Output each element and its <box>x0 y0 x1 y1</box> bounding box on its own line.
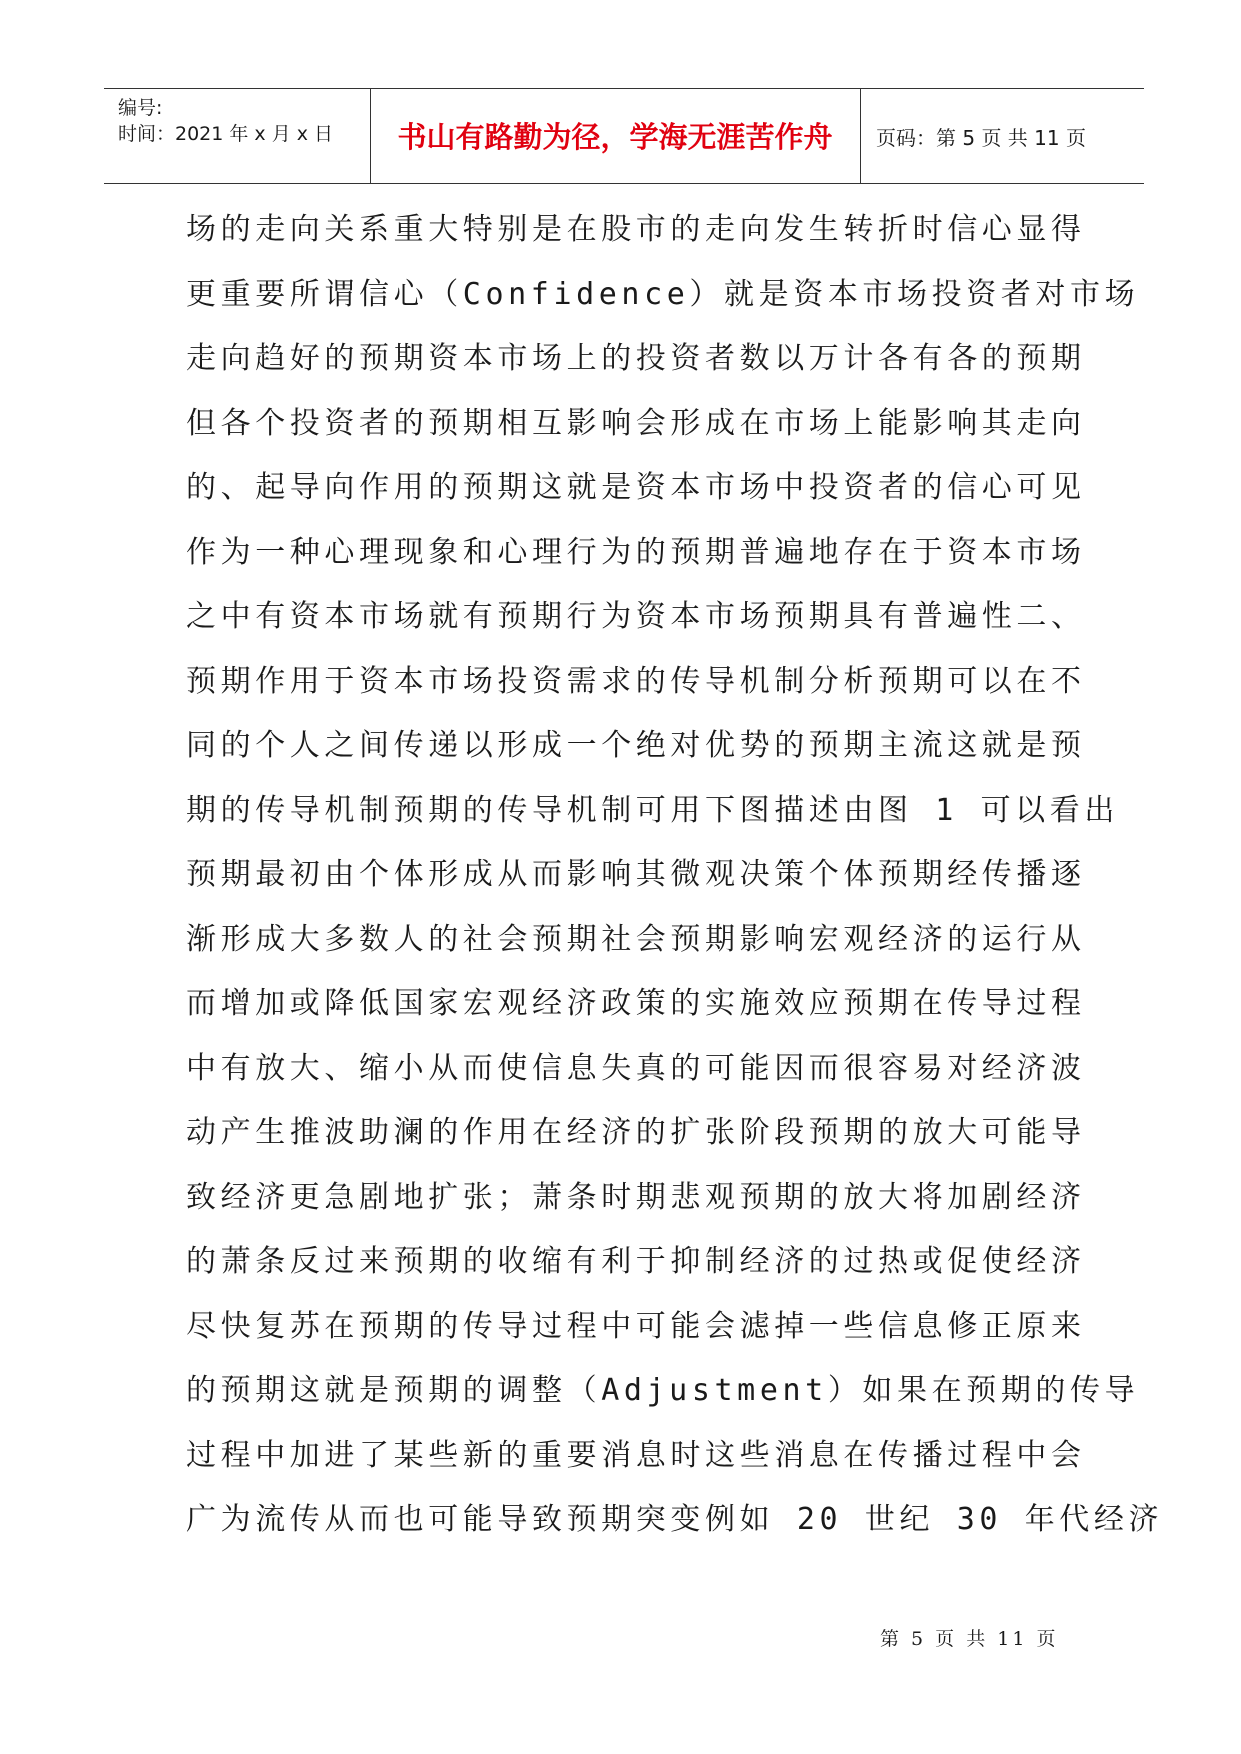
text-line: 的预期这就是预期的调整（Adjustment）如果在预期的传导 <box>186 1373 1140 1408</box>
text-line: 作为一种心理现象和心理行为的预期普遍地存在于资本市场 <box>186 534 1086 570</box>
text-line: 过程中加进了某些新的重要消息时这些消息在传播过程中会 <box>186 1437 1086 1473</box>
header-page-number: 页码：第 5 页 共 11 页 <box>876 126 1086 150</box>
text-line: 中有放大、缩小从而使信息失真的可能因而很容易对经济波 <box>186 1050 1086 1086</box>
text-line: 之中有资本市场就有预期行为资本市场预期具有普遍性二、 <box>186 599 1086 634</box>
text-line: 期的传导机制预期的传导机制可用下图描述由图 1 可以看出 <box>186 792 1119 828</box>
header-motto: 书山有路勤为径，学海无涯苦作舟 <box>397 120 833 154</box>
text-line: 动产生推波助澜的作用在经济的扩张阶段预期的放大可能导 <box>186 1115 1086 1150</box>
text-line: 的、起导向作用的预期这就是资本市场中投资者的信心可见 <box>186 470 1086 505</box>
text-line: 渐形成大多数人的社会预期社会预期影响宏观经济的运行从 <box>186 921 1086 957</box>
header-motto-cell <box>370 89 861 183</box>
text-line: 同的个人之间传递以形成一个绝对优势的预期主流这就是预 <box>186 728 1086 763</box>
header-page-cell <box>860 89 1144 183</box>
document-number-label: 编号: <box>118 97 163 119</box>
text-line: 广为流传从而也可能导致预期突变例如 20 世纪 30 年代经济 <box>186 1502 1164 1537</box>
text-line: 更重要所谓信心（Confidence）就是资本市场投资者对市场 <box>186 276 1140 312</box>
footer-page-number: 第 5 页 共 11 页 <box>880 1628 1059 1650</box>
text-line: 预期作用于资本市场投资需求的传导机制分析预期可以在不 <box>186 663 1086 699</box>
text-line: 尽快复苏在预期的传导过程中可能会滤掉一些信息修正原来 <box>186 1308 1086 1344</box>
page-header <box>104 88 1144 184</box>
text-line: 走向趋好的预期资本市场上的投资者数以万计各有各的预期 <box>186 341 1086 376</box>
text-line: 致经济更急剧地扩张；萧条时期悲观预期的放大将加剧经济 <box>186 1179 1086 1215</box>
document-time-label: 时间：2021 年 x 月 x 日 <box>118 123 334 145</box>
text-line: 预期最初由个体形成从而影响其微观决策个体预期经传播逐 <box>186 857 1086 892</box>
text-line: 的萧条反过来预期的收缩有利于抑制经济的过热或促使经济 <box>186 1244 1086 1279</box>
body-text <box>186 198 1164 1553</box>
text-line: 场的走向关系重大特别是在股市的走向发生转折时信心显得 <box>186 212 1086 247</box>
header-meta-cell <box>104 89 371 183</box>
text-line: 而增加或降低国家宏观经济政策的实施效应预期在传导过程 <box>186 986 1086 1021</box>
text-line: 但各个投资者的预期相互影响会形成在市场上能影响其走向 <box>186 405 1086 441</box>
